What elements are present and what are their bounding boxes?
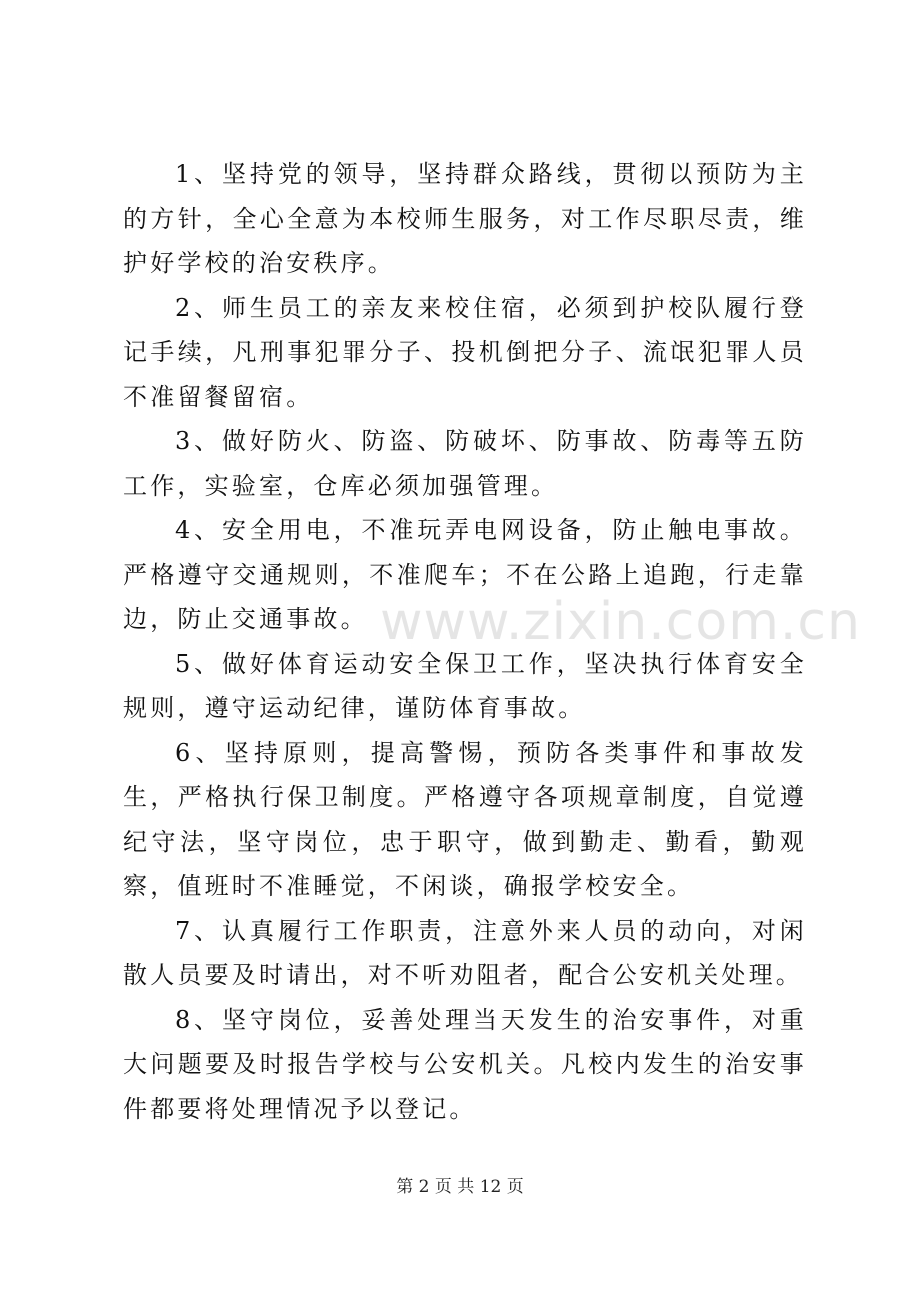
document-body — [123, 152, 807, 1131]
paragraph-5: 5、做好体育运动安全保卫工作，坚决执行体育安全规则，遵守运动纪律，谨防体育事故。 — [123, 649, 807, 722]
paragraph-2: 2、师生员工的亲友来校住宿，必须到护校队履行登记手续，凡刑事犯罪分子、投机倒把分子、流氓犯罪人员不准留餐留宿。 — [123, 293, 807, 411]
paragraph-8: 8、坚守岗位，妥善处理当天发生的治安事件，对重大问题要及时报告学校与公安机关。凡校内发生的治安事件都要将处理情况予以登记。 — [123, 1005, 807, 1123]
paragraph-7: 7、认真履行工作职责，注意外来人员的动向，对闲散人员要及时请出，对不听劝阻者，配合公安机关处理。 — [123, 916, 807, 989]
page-footer: 第 2 页 共 12 页 — [396, 1177, 524, 1197]
paragraph-1: 1、坚持党的领导，坚持群众路线，贯彻以预防为主的方针，全心全意为本校师生服务，对工作尽职尽责，维护好学校的治安秩序。 — [123, 160, 807, 277]
paragraph-3: 3、做好防火、防盗、防破坏、防事故、防毒等五防工作，实验室，仓库必须加强管理。 — [123, 427, 807, 500]
paragraph-4: 4、安全用电，不准玩弄电网设备，防止触电事故。严格遵守交通规则，不准爬车；不在公路上追跑，行走靠边，防止交通事故。 — [123, 516, 807, 633]
paragraph-6: 6、坚持原则，提高警惕，预防各类事件和事故发生，严格执行保卫制度。严格遵守各项规章制度，自觉遵纪守法，坚守岗位，忠于职守，做到勤走、勤看，勤观察，值班时不准睡觉，不闲谈，确报学校安全。 — [123, 738, 807, 900]
watermark: www.zixin.com.cn — [380, 592, 861, 652]
